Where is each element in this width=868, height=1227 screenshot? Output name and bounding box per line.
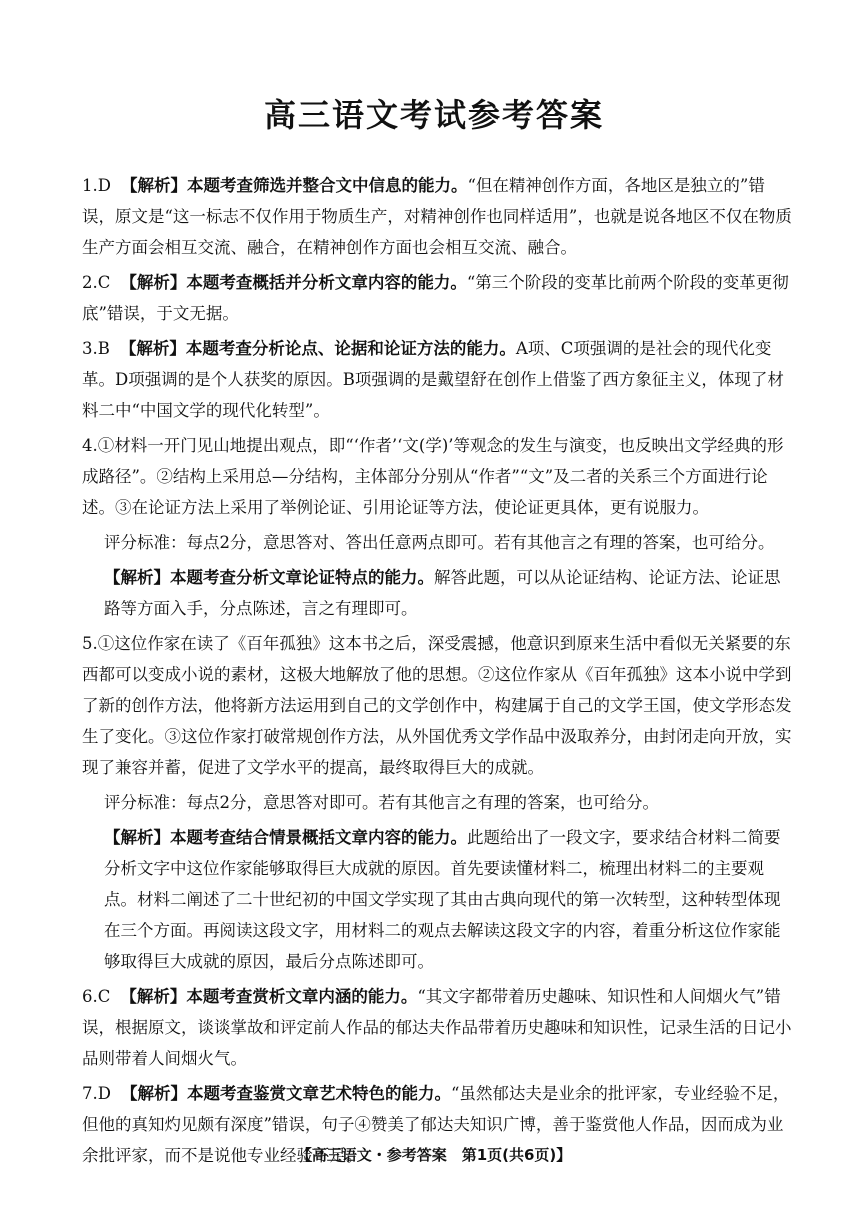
item-number: 2. bbox=[82, 273, 98, 292]
analysis-block bbox=[104, 822, 794, 977]
analysis-lead: 本题考查分析文章论证特点的能力。 bbox=[170, 568, 434, 587]
analysis-text: 此题给出了一段文字，要求结合材料二简要分析文字中这位作家能够取得巨大成就的原因。首先要读懂材料二，梳理出材料二的主要观点。材料二阐述了二十世纪初的中国文学实现了其由古典向现代的第一次转型，这种转型体现在三个方面。再阅读这段文字，用材料二的观点去解读这段文字的内容，着重分析这位作家能够取得巨大成就的原因，最后分点陈述即可。 bbox=[104, 828, 781, 971]
answer-item-4 bbox=[82, 430, 794, 523]
scoring-standard: 评分标准：每点2分，意思答对即可。若有其他言之有理的答案，也可给分。 bbox=[104, 793, 659, 812]
analysis-tag: 【解析】 bbox=[119, 339, 186, 358]
answer-item-6 bbox=[82, 981, 794, 1074]
item-number: 1. bbox=[82, 176, 98, 195]
answer-text: ①这位作家在读了《百年孤独》这本书之后，深受震撼，他意识到原来生活中看似无关紧要的东西都可以变成小说的素材，这极大地解放了他的思想。②这位作家从《百年孤独》这本小说中学到了新的创作方法，他将新方法运用到自己的文学创作中，构建属于自己的文学王国，使文学形态发生了变化。③这位作家打破常规创作方法，从外国优秀文学作品中汲取养分，由封闭走向开放，实现了兼容并蓄，促进了文学水平的提高，最终取得巨大的成就。 bbox=[82, 634, 792, 777]
answer-choice: D bbox=[97, 1084, 111, 1103]
analysis-lead: 本题考查赏析文章内涵的能力。 bbox=[186, 987, 418, 1006]
page-footer: 【高三语文・参考答案 第1页(共6页)】 bbox=[296, 1146, 572, 1164]
answer-item-3 bbox=[82, 333, 794, 426]
analysis-tag: 【解析】 bbox=[104, 828, 170, 847]
answer-item-2 bbox=[82, 267, 794, 329]
analysis-tag: 【解析】 bbox=[120, 1084, 187, 1103]
analysis-lead: 本题考查筛选并整合文中信息的能力。 bbox=[186, 176, 468, 195]
analysis-tag: 【解析】 bbox=[120, 176, 187, 195]
answer-item-1 bbox=[82, 170, 794, 263]
analysis-text: “虽然郁达夫是业余的批评家，专业经验不足，但他的真知灼见颇有深度”错误，句子④赞美了郁达夫知识广博，善于鉴赏他人作品，因而成为业余批评家，而不是说他专业经验不足。 bbox=[82, 1084, 790, 1165]
analysis-block bbox=[104, 562, 794, 624]
item-number: 3. bbox=[82, 339, 98, 358]
item-number: 6. bbox=[82, 987, 98, 1006]
analysis-lead: 本题考查分析论点、论据和论证方法的能力。 bbox=[185, 339, 516, 358]
analysis-text: “其文字都带着历史趣味、知识性和人间烟火气”错误，根据原文，谈谈掌故和评定前人作品的郁达夫作品带着历史趣味和知识性，记录生活的日记小品则带着人间烟火气。 bbox=[82, 987, 792, 1068]
answer-choice: C bbox=[97, 273, 111, 292]
analysis-tag: 【解析】 bbox=[104, 568, 170, 587]
analysis-text: 解答此题，可以从论证结构、论证方法、论证思路等方面入手，分点陈述，言之有理即可。 bbox=[104, 568, 781, 618]
analysis-text: “但在精神创作方面，各地区是独立的”错误，原文是“这一标志不仅作用于物质生产，对精神创作也同样适用”，也就是说各地区不仅在物质生产方面会相互交流、融合，在精神创作方面也会相互交流、融合。 bbox=[82, 176, 792, 257]
analysis-tag: 【解析】 bbox=[120, 273, 187, 292]
answer-list bbox=[82, 170, 794, 1175]
page-title: 高三语文考试参考答案 bbox=[263, 96, 604, 134]
answer-choice: D bbox=[97, 176, 111, 195]
analysis-lead: 本题考查概括并分析文章内容的能力。 bbox=[186, 273, 467, 292]
item-number: 5. bbox=[82, 634, 98, 653]
answer-choice: C bbox=[97, 987, 111, 1006]
item-number: 7. bbox=[82, 1084, 98, 1103]
answer-item-5 bbox=[82, 628, 794, 783]
analysis-text: A项、C项强调的是社会的现代化变革。D项强调的是个人获奖的原因。B项强调的是戴望舒在创作上借鉴了西方象征主义，体现了材料二中“中国文学的现代化转型”。 bbox=[82, 339, 784, 420]
analysis-text: “第三个阶段的变革比前两个阶段的变革更彻底”错误，于文无据。 bbox=[82, 273, 789, 323]
item-number: 4. bbox=[82, 436, 98, 455]
answer-text: ①材料一开门见山地提出观点，即“‘作者’‘文(学)’等观念的发生与演变，也反映出文学经典的形成路径”。②结构上采用总—分结构，主体部分分别从“作者”“文”及二者的关系三个方面进行论述。③在论证方法上采用了举例论证、引用论证等方法，使论证更具体，更有说服力。 bbox=[82, 436, 784, 517]
scoring-standard: 评分标准：每点2分，意思答对、答出任意两点即可。若有其他言之有理的答案，也可给分。 bbox=[104, 533, 775, 552]
analysis-tag: 【解析】 bbox=[120, 987, 187, 1006]
analysis-lead: 本题考查鉴赏文章艺术特色的能力。 bbox=[186, 1084, 451, 1103]
answer-choice: B bbox=[97, 339, 110, 358]
analysis-lead: 本题考查结合情景概括文章内容的能力。 bbox=[170, 828, 467, 847]
